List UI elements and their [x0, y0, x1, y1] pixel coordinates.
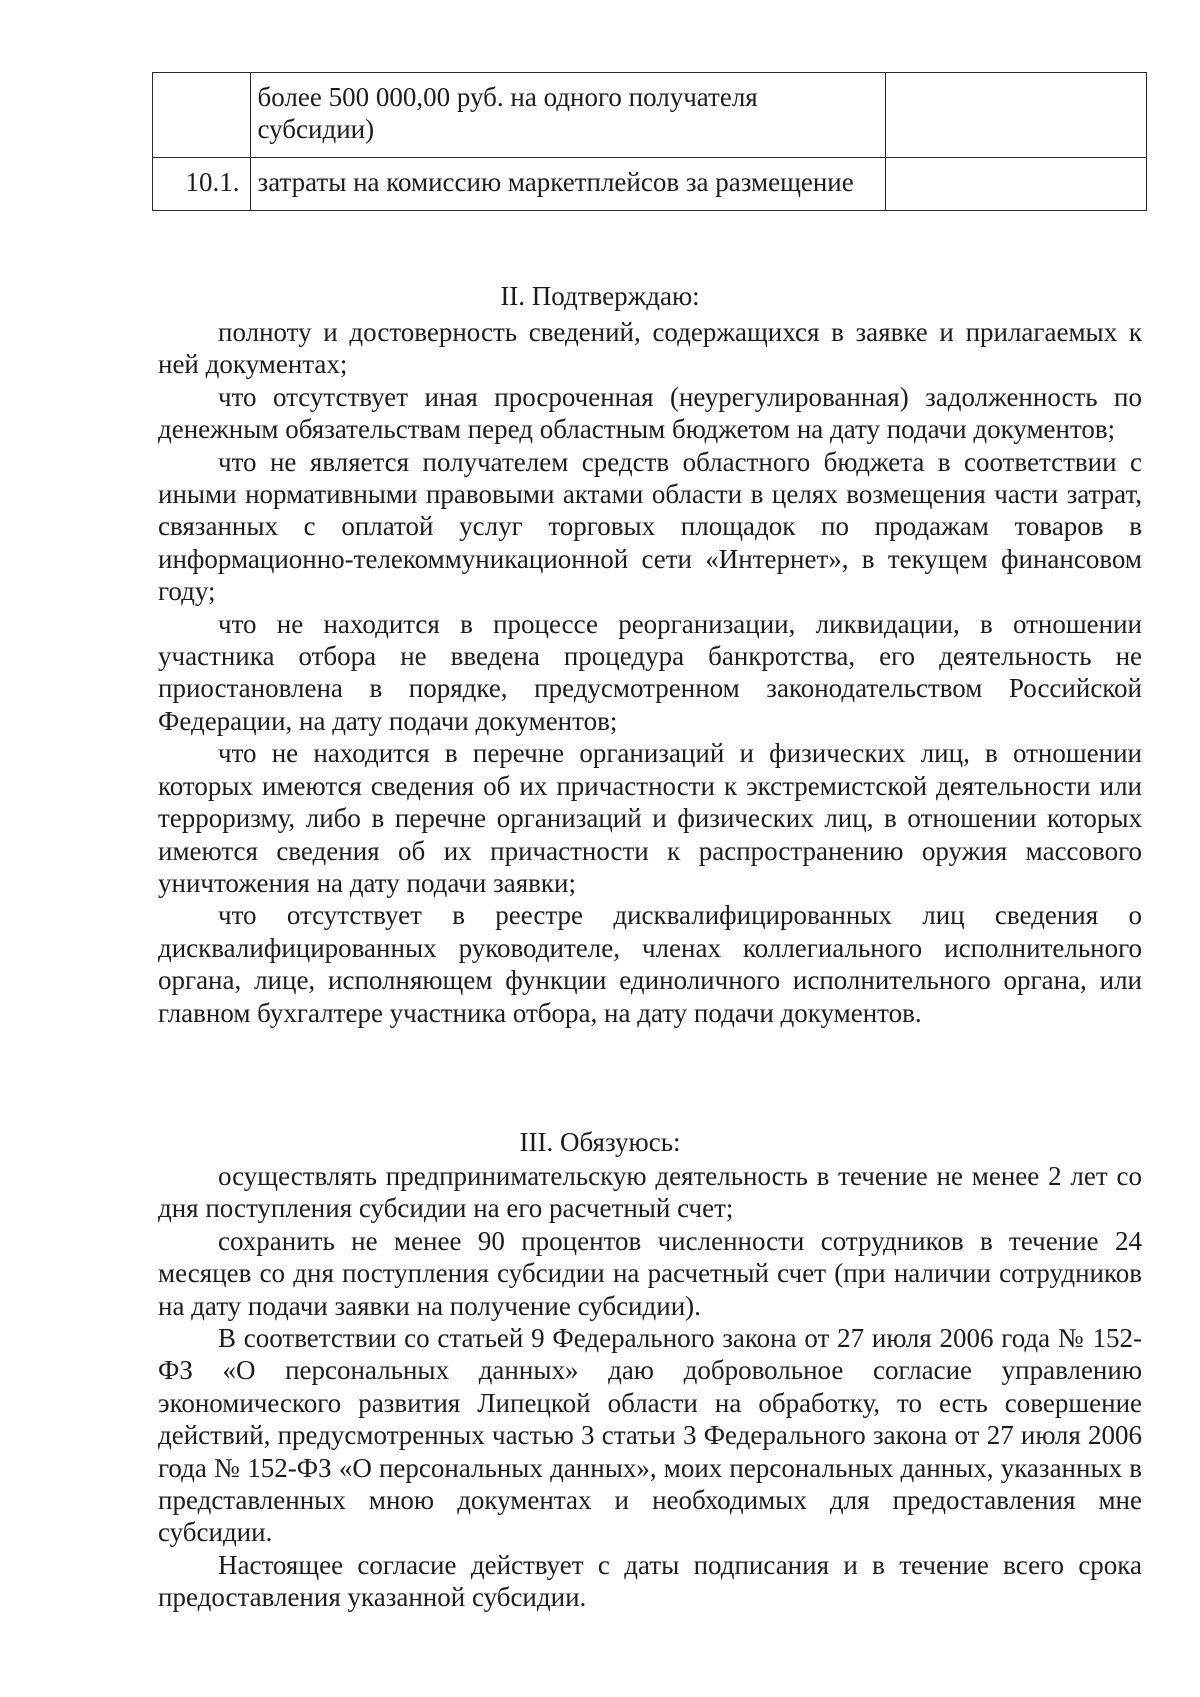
table-row	[153, 158, 1147, 211]
confirmation-paragraph: что отсутствует иная просроченная (неурегулированная) задолженность по денежным обязательствам перед областным бюджетом на дату подачи документов;	[158, 381, 1142, 445]
row-description: затраты на комиссию маркетплейсов за размещение	[250, 158, 886, 211]
confirmation-paragraph: что не находится в процессе реорганизации, ликвидации, в отношении участника отбора не введена процедура банкротства, его деятельность не приостановлена в порядке, предусмотренном законодательством Российской Федерации, на дату подачи документов;	[158, 608, 1142, 736]
confirmation-paragraph: что не является получателем средств областного бюджета в соответствии с иными нормативными правовыми актами области в целях возмещения части затрат, связанных с оплатой услуг торговых площадок по продажам товаров в информационно-телекоммуникационной сети «Интернет», в текущем финансовом году;	[158, 446, 1142, 607]
confirmation-paragraph: что отсутствует в реестре дисквалифицированных лиц сведения о дисквалифицированных руководителе, членах коллегиального исполнительного органа, лице, исполняющем функции единоличного исполнительного органа, или главном бухгалтере участника отбора, на дату подачи документов.	[158, 900, 1142, 1028]
section-ii-body	[158, 316, 1142, 1029]
obligation-paragraph: сохранить не менее 90 процентов численности сотрудников в течение 24 месяцев со дня поступления субсидии на расчетный счет (при наличии сотрудников на дату подачи заявки на получение субсидии).	[158, 1225, 1142, 1321]
row-number	[153, 73, 251, 158]
consent-validity-paragraph: Настоящее согласие действует с даты подписания и в течение всего срока предоставления указанной субсидии.	[158, 1549, 1142, 1613]
confirmation-paragraph: что не находится в перечне организаций и физических лиц, в отношении которых имеются сведения об их причастности к экстремистской деятельности или терроризму, либо в перечне организаций и физических лиц, в отношении которых имеются сведения об их причастности к распространению оружия массового уничтожения на дату подачи заявки;	[158, 738, 1142, 898]
row-number: 10.1.	[153, 158, 251, 211]
consent-paragraph: В соответствии со статьей 9 Федерального закона от 27 июля 2006 года № 152-ФЗ «О персональных данных» даю добровольное согласие управлению экономического развития Липецкой области на обработку, то есть совершение действий, предусмотренных частью 3 статьи 3 Федерального закона от 27 июля 2006 года № 152-ФЗ «О персональных данных», моих персональных данных, указанных в представленных мною документах и необходимых для предоставления мне субсидии.	[158, 1323, 1142, 1548]
confirmation-paragraph: полноту и достоверность сведений, содержащихся в заявке и прилагаемых к ней документах;	[158, 317, 1142, 380]
section-iii-title: III. Обязуюсь:	[519, 1127, 681, 1157]
section-ii-title: II. Подтверждаю:	[500, 281, 700, 311]
expense-table	[152, 72, 1147, 211]
row-value	[886, 73, 1147, 158]
row-value	[886, 158, 1147, 211]
obligation-paragraph: осуществлять предпринимательскую деятельность в течение не менее 2 лет со дня поступления субсидии на его расчетный счет;	[158, 1161, 1142, 1224]
section-iii-body	[158, 1160, 1142, 1614]
row-description: более 500 000,00 руб. на одного получателя субсидии)	[250, 73, 886, 158]
table-row	[153, 73, 1147, 158]
